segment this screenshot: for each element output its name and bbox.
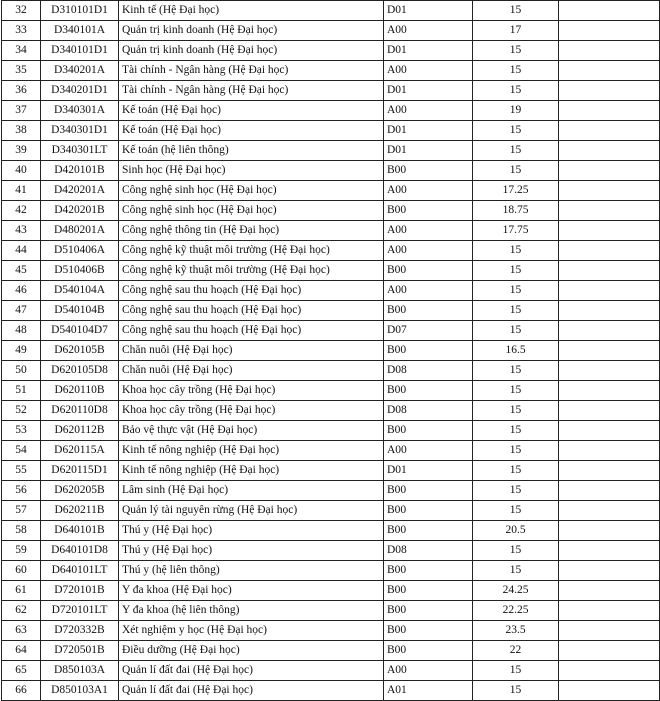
subject-group-cell: B00 — [384, 301, 473, 321]
major-code-cell: D340201D1 — [41, 81, 119, 101]
note-cell — [559, 341, 660, 361]
note-cell — [559, 461, 660, 481]
subject-group-cell: D01 — [384, 41, 473, 61]
major-code-cell: D340301A — [41, 101, 119, 121]
note-cell — [559, 1, 660, 21]
note-cell — [559, 481, 660, 501]
score-cell: 15 — [473, 461, 559, 481]
table-row — [2, 241, 660, 261]
major-code-cell: D510406A — [41, 241, 119, 261]
major-name-cell: Tài chính - Ngân hàng (Hệ Đại học) — [119, 81, 384, 101]
subject-group-cell: D08 — [384, 361, 473, 381]
major-code-cell: D620112B — [41, 421, 119, 441]
score-cell: 15 — [473, 501, 559, 521]
subject-group-cell: B00 — [384, 641, 473, 661]
score-cell: 15 — [473, 481, 559, 501]
row-number-cell: 46 — [2, 281, 41, 301]
subject-group-cell: B00 — [384, 621, 473, 641]
subject-group-cell: A00 — [384, 61, 473, 81]
note-cell — [559, 401, 660, 421]
score-cell: 15 — [473, 681, 559, 701]
row-number-cell: 34 — [2, 41, 41, 61]
score-cell: 15 — [473, 321, 559, 341]
major-code-cell: D340301D1 — [41, 121, 119, 141]
subject-group-cell: B00 — [384, 521, 473, 541]
major-code-cell: D640101LT — [41, 561, 119, 581]
major-name-cell: Quản trị kinh doanh (Hệ Đại học) — [119, 21, 384, 41]
row-number-cell: 51 — [2, 381, 41, 401]
row-number-cell: 36 — [2, 81, 41, 101]
score-cell: 15 — [473, 241, 559, 261]
subject-group-cell: B00 — [384, 561, 473, 581]
major-name-cell: Công nghệ sinh học (Hệ Đại học) — [119, 201, 384, 221]
note-cell — [559, 661, 660, 681]
major-code-cell: D340101A — [41, 21, 119, 41]
row-number-cell: 45 — [2, 261, 41, 281]
table-row — [2, 641, 660, 661]
subject-group-cell: B00 — [384, 501, 473, 521]
subject-group-cell: A00 — [384, 661, 473, 681]
table-row — [2, 441, 660, 461]
note-cell — [559, 621, 660, 641]
row-number-cell: 48 — [2, 321, 41, 341]
major-code-cell: D620105D8 — [41, 361, 119, 381]
table-row — [2, 201, 660, 221]
table-row — [2, 421, 660, 441]
subject-group-cell: B00 — [384, 581, 473, 601]
major-name-cell: Kế toán (Hệ Đại học) — [119, 121, 384, 141]
note-cell — [559, 241, 660, 261]
row-number-cell: 60 — [2, 561, 41, 581]
score-cell: 15 — [473, 281, 559, 301]
note-cell — [559, 321, 660, 341]
table-row — [2, 661, 660, 681]
subject-group-cell: A01 — [384, 681, 473, 701]
row-number-cell: 62 — [2, 601, 41, 621]
row-number-cell: 40 — [2, 161, 41, 181]
note-cell — [559, 221, 660, 241]
note-cell — [559, 521, 660, 541]
major-code-cell: D720501B — [41, 641, 119, 661]
score-cell: 18.75 — [473, 201, 559, 221]
major-name-cell: Kế toán (hệ liên thông) — [119, 141, 384, 161]
major-code-cell: D420201A — [41, 181, 119, 201]
major-code-cell: D720101LT — [41, 601, 119, 621]
subject-group-cell: D07 — [384, 321, 473, 341]
row-number-cell: 35 — [2, 61, 41, 81]
subject-group-cell: D08 — [384, 541, 473, 561]
score-cell: 15 — [473, 661, 559, 681]
score-cell: 19 — [473, 101, 559, 121]
note-cell — [559, 81, 660, 101]
major-code-cell: D480201A — [41, 221, 119, 241]
row-number-cell: 64 — [2, 641, 41, 661]
row-number-cell: 52 — [2, 401, 41, 421]
table-row — [2, 181, 660, 201]
major-code-cell: D620110D8 — [41, 401, 119, 421]
subject-group-cell: A00 — [384, 281, 473, 301]
row-number-cell: 33 — [2, 21, 41, 41]
major-code-cell: D620115D1 — [41, 461, 119, 481]
row-number-cell: 59 — [2, 541, 41, 561]
major-name-cell: Khoa học cây trồng (Hệ Đại học) — [119, 401, 384, 421]
major-name-cell: Y đa khoa (hệ liên thông) — [119, 601, 384, 621]
score-cell: 20.5 — [473, 521, 559, 541]
subject-group-cell: D08 — [384, 401, 473, 421]
major-name-cell: Khoa học cây trồng (Hệ Đại học) — [119, 381, 384, 401]
subject-group-cell: D01 — [384, 1, 473, 21]
row-number-cell: 63 — [2, 621, 41, 641]
note-cell — [559, 21, 660, 41]
score-cell: 24.25 — [473, 581, 559, 601]
major-name-cell: Thú y (Hệ Đại học) — [119, 521, 384, 541]
score-cell: 22 — [473, 641, 559, 661]
major-name-cell: Chăn nuôi (Hệ Đại học) — [119, 341, 384, 361]
major-code-cell: D620205B — [41, 481, 119, 501]
major-name-cell: Kinh tế nông nghiệp (Hệ Đại học) — [119, 441, 384, 461]
note-cell — [559, 561, 660, 581]
row-number-cell: 43 — [2, 221, 41, 241]
major-name-cell: Quản lí đất đai (Hệ Đại học) — [119, 661, 384, 681]
major-code-cell: D620105B — [41, 341, 119, 361]
major-name-cell: Y đa khoa (Hệ Đại học) — [119, 581, 384, 601]
major-name-cell: Công nghệ sau thu hoạch (Hệ Đại học) — [119, 281, 384, 301]
row-number-cell: 61 — [2, 581, 41, 601]
note-cell — [559, 381, 660, 401]
table-row — [2, 681, 660, 701]
row-number-cell: 41 — [2, 181, 41, 201]
table-row — [2, 341, 660, 361]
table-row — [2, 501, 660, 521]
note-cell — [559, 681, 660, 701]
row-number-cell: 42 — [2, 201, 41, 221]
score-cell: 17 — [473, 21, 559, 41]
major-name-cell: Công nghệ sinh học (Hệ Đại học) — [119, 181, 384, 201]
row-number-cell: 57 — [2, 501, 41, 521]
major-name-cell: Kinh tế (Hệ Đại học) — [119, 1, 384, 21]
score-cell: 15 — [473, 561, 559, 581]
row-number-cell: 49 — [2, 341, 41, 361]
major-code-cell: D420201B — [41, 201, 119, 221]
major-name-cell: Công nghệ sau thu hoạch (Hệ Đại học) — [119, 321, 384, 341]
row-number-cell: 50 — [2, 361, 41, 381]
row-number-cell: 65 — [2, 661, 41, 681]
major-code-cell: D640101B — [41, 521, 119, 541]
table-row — [2, 381, 660, 401]
row-number-cell: 32 — [2, 1, 41, 21]
subject-group-cell: B00 — [384, 421, 473, 441]
major-code-cell: D720101B — [41, 581, 119, 601]
table-row — [2, 41, 660, 61]
table-row — [2, 121, 660, 141]
note-cell — [559, 581, 660, 601]
major-name-cell: Kinh tế nông nghiệp (Hệ Đại học) — [119, 461, 384, 481]
score-cell: 23.5 — [473, 621, 559, 641]
score-cell: 17.25 — [473, 181, 559, 201]
row-number-cell: 38 — [2, 121, 41, 141]
score-cell: 15 — [473, 41, 559, 61]
major-code-cell: D540104A — [41, 281, 119, 301]
note-cell — [559, 501, 660, 521]
note-cell — [559, 641, 660, 661]
table-row — [2, 301, 660, 321]
table-row — [2, 141, 660, 161]
major-code-cell: D640101D8 — [41, 541, 119, 561]
note-cell — [559, 301, 660, 321]
major-name-cell: Thú y (Hệ Đại học) — [119, 541, 384, 561]
major-name-cell: Tài chính - Ngân hàng (Hệ Đại học) — [119, 61, 384, 81]
major-name-cell: Chăn nuôi (Hệ Đại học) — [119, 361, 384, 381]
note-cell — [559, 161, 660, 181]
major-code-cell: D850103A1 — [41, 681, 119, 701]
table-row — [2, 1, 660, 21]
major-code-cell: D620211B — [41, 501, 119, 521]
major-code-cell: D540104B — [41, 301, 119, 321]
subject-group-cell: A00 — [384, 21, 473, 41]
score-cell: 15 — [473, 361, 559, 381]
note-cell — [559, 61, 660, 81]
major-name-cell: Xét nghiệm y học (Hệ Đại học) — [119, 621, 384, 641]
subject-group-cell: B00 — [384, 341, 473, 361]
note-cell — [559, 141, 660, 161]
table-row — [2, 161, 660, 181]
score-cell: 15 — [473, 61, 559, 81]
score-cell: 15 — [473, 441, 559, 461]
subject-group-cell: D01 — [384, 461, 473, 481]
note-cell — [559, 601, 660, 621]
note-cell — [559, 261, 660, 281]
table-row — [2, 281, 660, 301]
row-number-cell: 53 — [2, 421, 41, 441]
subject-group-cell: A00 — [384, 181, 473, 201]
score-cell: 15 — [473, 121, 559, 141]
score-cell: 15 — [473, 541, 559, 561]
score-cell: 15 — [473, 161, 559, 181]
major-code-cell: D540104D7 — [41, 321, 119, 341]
subject-group-cell: B00 — [384, 601, 473, 621]
score-cell: 15 — [473, 81, 559, 101]
score-cell: 15 — [473, 261, 559, 281]
major-name-cell: Quản lí đất đai (Hệ Đại học) — [119, 681, 384, 701]
major-name-cell: Kế toán (Hệ Đại học) — [119, 101, 384, 121]
table-row — [2, 221, 660, 241]
score-cell: 15 — [473, 1, 559, 21]
table-row — [2, 81, 660, 101]
major-name-cell: Công nghệ sau thu hoạch (Hệ Đại học) — [119, 301, 384, 321]
score-cell: 16.5 — [473, 341, 559, 361]
major-name-cell: Quản lý tài nguyên rừng (Hệ Đại học) — [119, 501, 384, 521]
major-code-cell: D620110B — [41, 381, 119, 401]
major-code-cell: D720332B — [41, 621, 119, 641]
table-row — [2, 101, 660, 121]
major-code-cell: D510406B — [41, 261, 119, 281]
table-row — [2, 521, 660, 541]
table-row — [2, 21, 660, 41]
subject-group-cell: A00 — [384, 101, 473, 121]
subject-group-cell: D01 — [384, 81, 473, 101]
subject-group-cell: A00 — [384, 441, 473, 461]
major-name-cell: Công nghệ thông tin (Hệ Đại học) — [119, 221, 384, 241]
score-cell: 15 — [473, 141, 559, 161]
table-row — [2, 581, 660, 601]
subject-group-cell: B00 — [384, 261, 473, 281]
note-cell — [559, 201, 660, 221]
score-cell: 15 — [473, 301, 559, 321]
table-row — [2, 61, 660, 81]
table-row — [2, 321, 660, 341]
table-row — [2, 621, 660, 641]
subject-group-cell: A00 — [384, 221, 473, 241]
major-name-cell: Công nghệ kỹ thuật môi trường (Hệ Đại học) — [119, 241, 384, 261]
row-number-cell: 56 — [2, 481, 41, 501]
major-code-cell: D420101B — [41, 161, 119, 181]
major-code-cell: D850103A — [41, 661, 119, 681]
admission-score-table — [1, 0, 660, 701]
row-number-cell: 39 — [2, 141, 41, 161]
note-cell — [559, 281, 660, 301]
table-row — [2, 361, 660, 381]
score-cell: 15 — [473, 401, 559, 421]
major-code-cell: D340201A — [41, 61, 119, 81]
table-row — [2, 601, 660, 621]
table-row — [2, 481, 660, 501]
score-cell: 15 — [473, 381, 559, 401]
table-row — [2, 561, 660, 581]
subject-group-cell: B00 — [384, 481, 473, 501]
major-name-cell: Điều dưỡng (Hệ Đại học) — [119, 641, 384, 661]
note-cell — [559, 181, 660, 201]
table-row — [2, 401, 660, 421]
note-cell — [559, 361, 660, 381]
row-number-cell: 37 — [2, 101, 41, 121]
note-cell — [559, 541, 660, 561]
table-row — [2, 461, 660, 481]
row-number-cell: 58 — [2, 521, 41, 541]
note-cell — [559, 421, 660, 441]
note-cell — [559, 101, 660, 121]
row-number-cell: 54 — [2, 441, 41, 461]
subject-group-cell: B00 — [384, 201, 473, 221]
score-cell: 22.25 — [473, 601, 559, 621]
row-number-cell: 44 — [2, 241, 41, 261]
row-number-cell: 47 — [2, 301, 41, 321]
major-name-cell: Thú y (hệ liên thông) — [119, 561, 384, 581]
row-number-cell: 66 — [2, 681, 41, 701]
major-name-cell: Lâm sinh (Hệ Đại học) — [119, 481, 384, 501]
subject-group-cell: D01 — [384, 141, 473, 161]
note-cell — [559, 441, 660, 461]
major-name-cell: Quản trị kinh doanh (Hệ Đại học) — [119, 41, 384, 61]
subject-group-cell: A00 — [384, 241, 473, 261]
note-cell — [559, 41, 660, 61]
score-cell: 15 — [473, 421, 559, 441]
subject-group-cell: D01 — [384, 121, 473, 141]
major-code-cell: D340301LT — [41, 141, 119, 161]
score-cell: 17.75 — [473, 221, 559, 241]
note-cell — [559, 121, 660, 141]
row-number-cell: 55 — [2, 461, 41, 481]
major-code-cell: D340101D1 — [41, 41, 119, 61]
major-code-cell: D310101D1 — [41, 1, 119, 21]
major-name-cell: Bảo vệ thực vật (Hệ Đại học) — [119, 421, 384, 441]
table-row — [2, 541, 660, 561]
table-row — [2, 261, 660, 281]
subject-group-cell: B00 — [384, 161, 473, 181]
major-name-cell: Sinh học (Hệ Đại học) — [119, 161, 384, 181]
major-name-cell: Công nghệ kỹ thuật môi trường (Hệ Đại học) — [119, 261, 384, 281]
major-code-cell: D620115A — [41, 441, 119, 461]
table-body — [2, 1, 660, 701]
subject-group-cell: B00 — [384, 381, 473, 401]
